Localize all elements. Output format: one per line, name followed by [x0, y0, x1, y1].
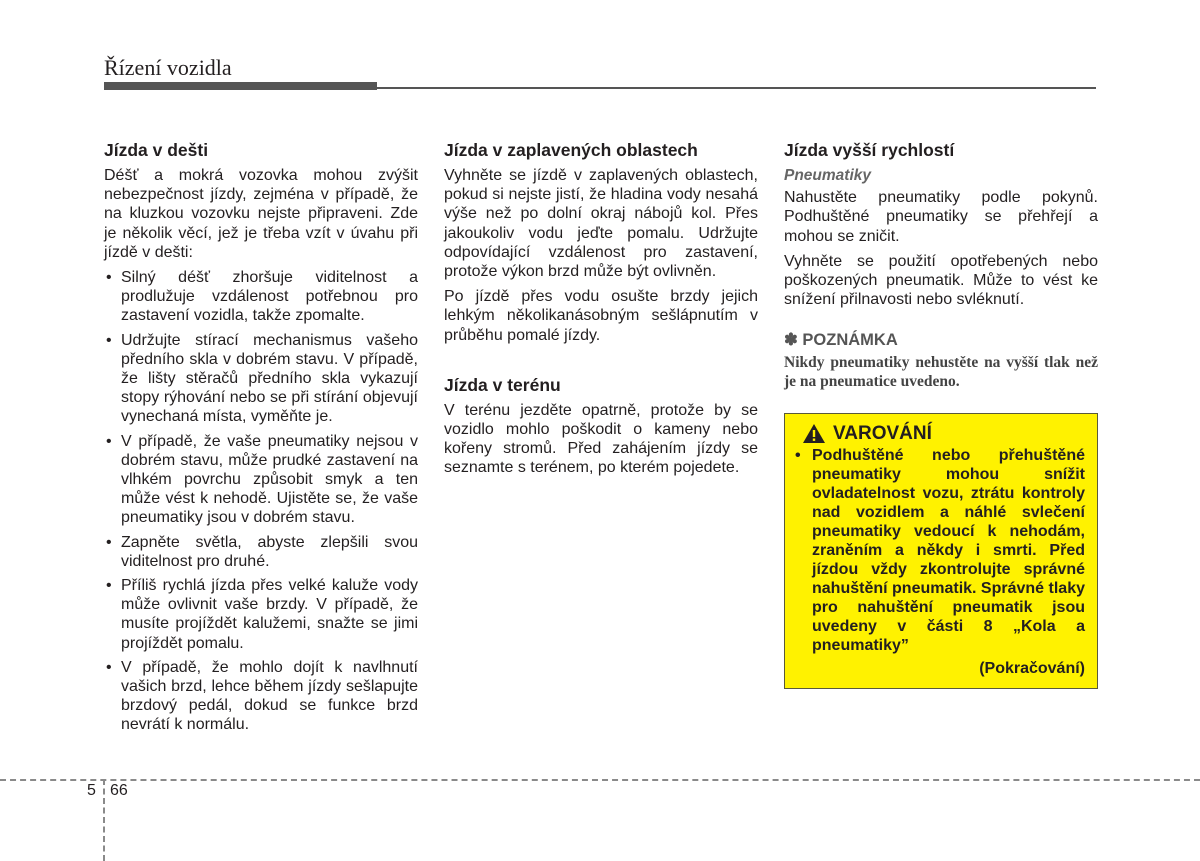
list-item: • Podhuštěné nebo přehuštěné pneumatiky mohou snížit ovladatelnost vozu, ztrátu kontroly nad vozidlem a náhlé svlečení pneumatiky vedoucí k nehodám, zraněním a někdy i smrti. Před jízdou vždy zkontrolujte správné nahuštění pneumatik. Správné tlaky pro nahuštění pneumatik jsou uvedeny v části 8 „Kola a pneumatiky”: [793, 446, 1085, 655]
warning-heading: [803, 424, 1085, 443]
highspeed-paragraph: Vyhněte se použití opotřebených nebo poškozených pneumatik. Může to vést ke snížení přilnavosti nebo svléknutí.: [784, 252, 1098, 309]
section-heading-flooded: Jízda v zaplavených oblastech: [444, 140, 698, 160]
section-heading-offroad: Jízda v terénu: [444, 374, 561, 395]
section-heading-rain: Jízda v dešti: [104, 140, 209, 160]
list-item: • Udržujte stírací mechanismus vašeho předního skla v dobrém stavu. V případě, že lišty stěračů předního skla vykazují stopy rýhování nebo se při stírání objevují vynechaná místa, vyměňte je.: [104, 331, 418, 427]
warning-box: [784, 413, 1098, 689]
header-rule-thick: [104, 82, 377, 90]
note-title: ✽ POZNÁMKA: [784, 331, 898, 350]
page-title: Řízení vozidla: [104, 55, 232, 80]
warning-title: VAROVÁNÍ: [833, 422, 932, 444]
warning-bullet-list: [793, 446, 1085, 655]
rain-intro: Déšť a mokrá vozovka mohou zvýšit nebezpečnost jízdy, zejména v případě, že na kluzkou vozovku nejste připraveni. Zde je několik věcí, jež je třeba vzít v úvahu při jízdě v dešti:: [104, 167, 418, 261]
note-body: Nikdy pneumatiky nehustěte na vyšší tlak než je na pneumatice uvedeno.: [784, 353, 1098, 390]
list-item: • Silný déšť zhoršuje viditelnost a prodlužuje vzdálenost potřebnou pro zastavení vozidla, takže zpomalte.: [104, 268, 418, 326]
column-highspeed: [784, 138, 1098, 689]
header-rule-thin: [377, 87, 1096, 89]
column-flooded-offroad: [444, 138, 758, 484]
footer-divider: [0, 779, 1200, 781]
list-item: • V případě, že vaše pneumatiky nejsou v dobrém stavu, může prudké zastavení na vlhkém povrchu způsobit smyk a ten může vést k nehodě. Ujistěte se, že vaše pneumatiky jsou v dobrém stavu.: [104, 432, 418, 528]
note-heading: [784, 331, 1098, 350]
highspeed-paragraph: Nahustěte pneumatiky podle pokynů. Podhuštěné pneumatiky se přehřejí a mohou se zničit.: [784, 189, 1098, 245]
page-number: 66: [110, 782, 128, 799]
offroad-paragraph: V terénu jezděte opatrně, protože by se vozidlo mohlo poškodit o kameny nebo kořeny stromů. Před zahájením jízdy se seznamte s terénem, po kterém pojedete.: [444, 401, 758, 477]
section-heading-highspeed: Jízda vyšší rychlostí: [784, 140, 955, 160]
footer-vertical-divider: [103, 779, 105, 861]
subheading-tires: Pneumatiky: [784, 167, 872, 184]
warning-triangle-icon: [803, 424, 825, 443]
list-item: • Zapněte světla, abyste zlepšili svou viditelnost pro druhé.: [104, 533, 418, 571]
continued-label: (Pokračování): [979, 659, 1085, 677]
chapter-number: 5: [87, 782, 96, 799]
list-item: • V případě, že mohlo dojít k navlhnutí vašich brzd, lehce během jízdy sešlapujte brzdový pedál, dokud se funkce brzd nevrátí k normálu.: [104, 658, 418, 735]
rain-bullet-list: [104, 268, 418, 735]
flooded-paragraph: Vyhněte se jízdě v zaplavených oblastech, pokud si nejste jistí, že hladina vody nesahá výše než po dolní okraj nábojů kol. Přes jakoukoliv vodu jeďte pomalu. Udržujte odpovídající vzdálenost pro zastavení, protože výkon brzd může být ovlivněn.: [444, 167, 758, 281]
flooded-paragraph: Po jízdě přes vodu osušte brzdy jejich lehkým několikanásobným sešlápnutím v průběhu pomalé jízdy.: [444, 288, 758, 344]
list-item: • Příliš rychlá jízda přes velké kaluže vody může ovlivnit vaše brzdy. V případě, že musíte projíždět kalužemi, snažte se jimi projíždět pomalu.: [104, 576, 418, 653]
column-rain: [104, 138, 418, 740]
